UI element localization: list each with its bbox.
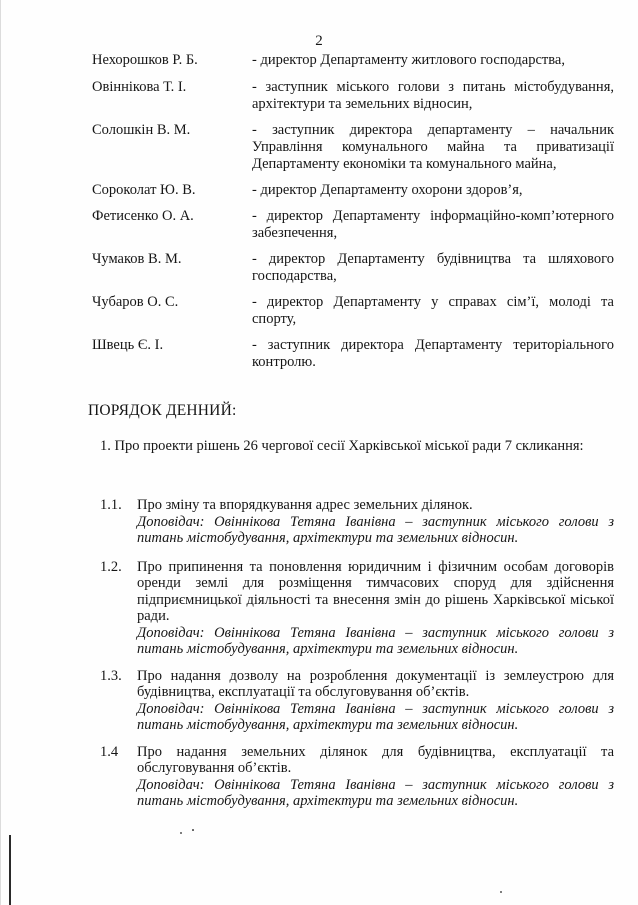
agenda-items <box>100 497 614 820</box>
member-row <box>92 182 614 199</box>
agenda-item <box>100 497 614 547</box>
member-role: - директор Департаменту житлового господарства, <box>252 52 565 68</box>
member-row <box>92 208 614 242</box>
agenda-item-title: Про надання дозволу на розроблення документації із землеустрою для будівництва, експлуатації та обслуговування об’єктів. <box>137 667 614 700</box>
scan-speck <box>500 891 502 893</box>
member-name: Чубаров О. С. <box>92 294 179 310</box>
agenda-item-number: 1.1. <box>100 497 122 513</box>
agenda-item-title: Про припинення та поновлення юридичним і фізичним особам договорів оренди землі для розміщення тимчасових споруд для здійснення підприємницької діяльності та внесення змін до рішень Харківської міської ради. <box>137 558 614 624</box>
member-row <box>92 337 614 371</box>
member-name: Чумаков В. М. <box>92 251 182 267</box>
agenda-item <box>100 744 614 810</box>
member-role: - заступник директора Департаменту територіального контролю. <box>252 337 614 370</box>
member-role: - директор Департаменту охорони здоров’я, <box>252 182 523 198</box>
member-name: Овіннікова Т. І. <box>92 79 187 95</box>
member-name: Фетисенко О. А. <box>92 208 194 224</box>
binding-mark <box>9 835 11 905</box>
agenda-item-number: 1.2. <box>100 558 122 575</box>
page-number: 2 <box>315 33 323 49</box>
member-name: Швець Є. І. <box>92 337 164 353</box>
scan-edge-line <box>0 0 1 905</box>
agenda-heading: ПОРЯДОК ДЕННИЙ: <box>88 402 237 419</box>
member-role: - директор Департаменту інформаційно-комп’ютерного забезпечення, <box>252 208 614 241</box>
agenda-item-number: 1.3. <box>100 667 122 684</box>
members-list <box>92 52 614 371</box>
member-row <box>92 79 614 113</box>
member-name: Сороколат Ю. В. <box>92 182 196 198</box>
member-name: Нехорошков Р. Б. <box>92 52 198 68</box>
agenda-item-speaker: Доповідач: Овіннікова Тетяна Іванівна – заступник міського голови з питань містобудування, архітектури та земельних відносин. <box>137 624 614 657</box>
agenda-item-speaker: Доповідач: Овіннікова Тетяна Іванівна – заступник міського голови з питань містобудування, архітектури та земельних відносин. <box>137 776 614 809</box>
agenda-item <box>100 559 614 658</box>
member-role: - заступник директора департаменту – начальник Управління комунального майна та приватизації Департаменту економіки та комунального майна, <box>252 122 614 172</box>
agenda-item <box>100 668 614 734</box>
member-row <box>92 52 614 69</box>
member-role: - директор Департаменту у справах сім’ї, молоді та спорту, <box>252 294 614 327</box>
agenda-item-number: 1.4 <box>100 743 119 760</box>
agenda-item-speaker: Доповідач: Овіннікова Тетяна Іванівна – заступник міського голови з питань містобудування, архітектури та земельних відносин. <box>137 700 614 733</box>
agenda-item-title: Про надання земельних ділянок для будівництва, експлуатації та обслуговування об’єктів. <box>137 743 614 776</box>
agenda-intro: 1. Про проекти рішень 26 чергової сесії Харківської міської ради 7 скликання: <box>100 438 584 454</box>
scan-speck <box>192 829 194 831</box>
member-row <box>92 122 614 173</box>
member-name: Солошкін В. М. <box>92 122 191 138</box>
member-row <box>92 251 614 285</box>
member-role: - заступник міського голови з питань містобудування, архітектури та земельних відносин, <box>252 79 614 112</box>
agenda-item-speaker: Доповідач: Овіннікова Тетяна Іванівна – заступник міського голови з питань містобудування, архітектури та земельних відносин. <box>137 513 614 546</box>
member-row <box>92 294 614 328</box>
agenda-item-title: Про зміну та впорядкування адрес земельних ділянок. <box>137 497 473 513</box>
member-role: - директор Департаменту будівництва та шляхового господарства, <box>252 251 614 284</box>
scan-speck <box>180 832 182 834</box>
